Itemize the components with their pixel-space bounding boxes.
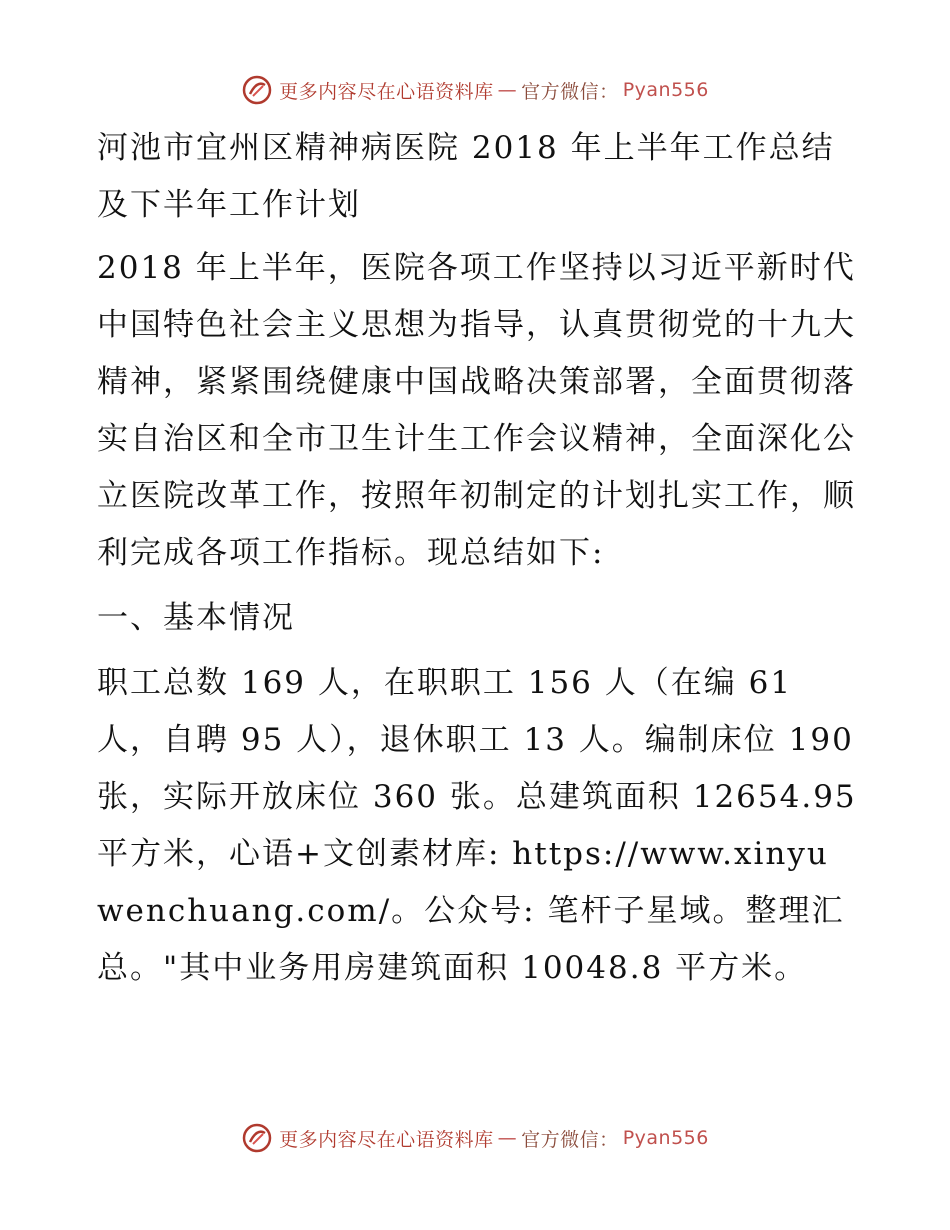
brand-logo-icon [241,1122,273,1154]
document-body [97,120,857,997]
banner-text: 更多内容尽在心语资料库 [279,1128,494,1151]
wechat-id: Pyan556 [622,79,709,101]
document-title: 河池市宜州区精神病医院 2018 年上半年工作总结及下半年工作计划 [97,130,835,223]
banner-separator: — [497,79,518,101]
banner-label: 官方微信： [521,80,619,103]
banner-label: 官方微信： [521,1128,619,1151]
header-watermark-banner [0,70,950,110]
section-heading: 一、基本情况 [97,600,295,636]
banner-text: 更多内容尽在心语资料库 [279,80,494,103]
section-body: 职工总数 169 人，在职职工 156 人（在编 61 人，自聘 95 人），退休职工 13 人。编制床位 190 张，实际开放床位 360 张。总建筑面积 12654.95 平方米，心语+文创素材库: https://www.xinyuwenchuang.com/。公众号: 笔杆子星域。整理汇总。"其中业务用房建筑面积 10048.8 平方米。 [97,665,857,986]
footer-watermark-banner [0,1118,950,1158]
intro-paragraph: 2018 年上半年，医院各项工作坚持以习近平新时代中国特色社会主义思想为指导，认真贯彻党的十九大精神，紧紧围绕健康中国战略决策部署，全面贯彻落实自治区和全市卫生计生工作会议精神，全面深化公立医院改革工作，按照年初制定的计划扎实工作，顺利完成各项工作指标。现总结如下: [97,250,856,571]
banner-separator: — [497,1127,518,1149]
wechat-id: Pyan556 [622,1127,709,1149]
brand-logo-icon [241,74,273,106]
